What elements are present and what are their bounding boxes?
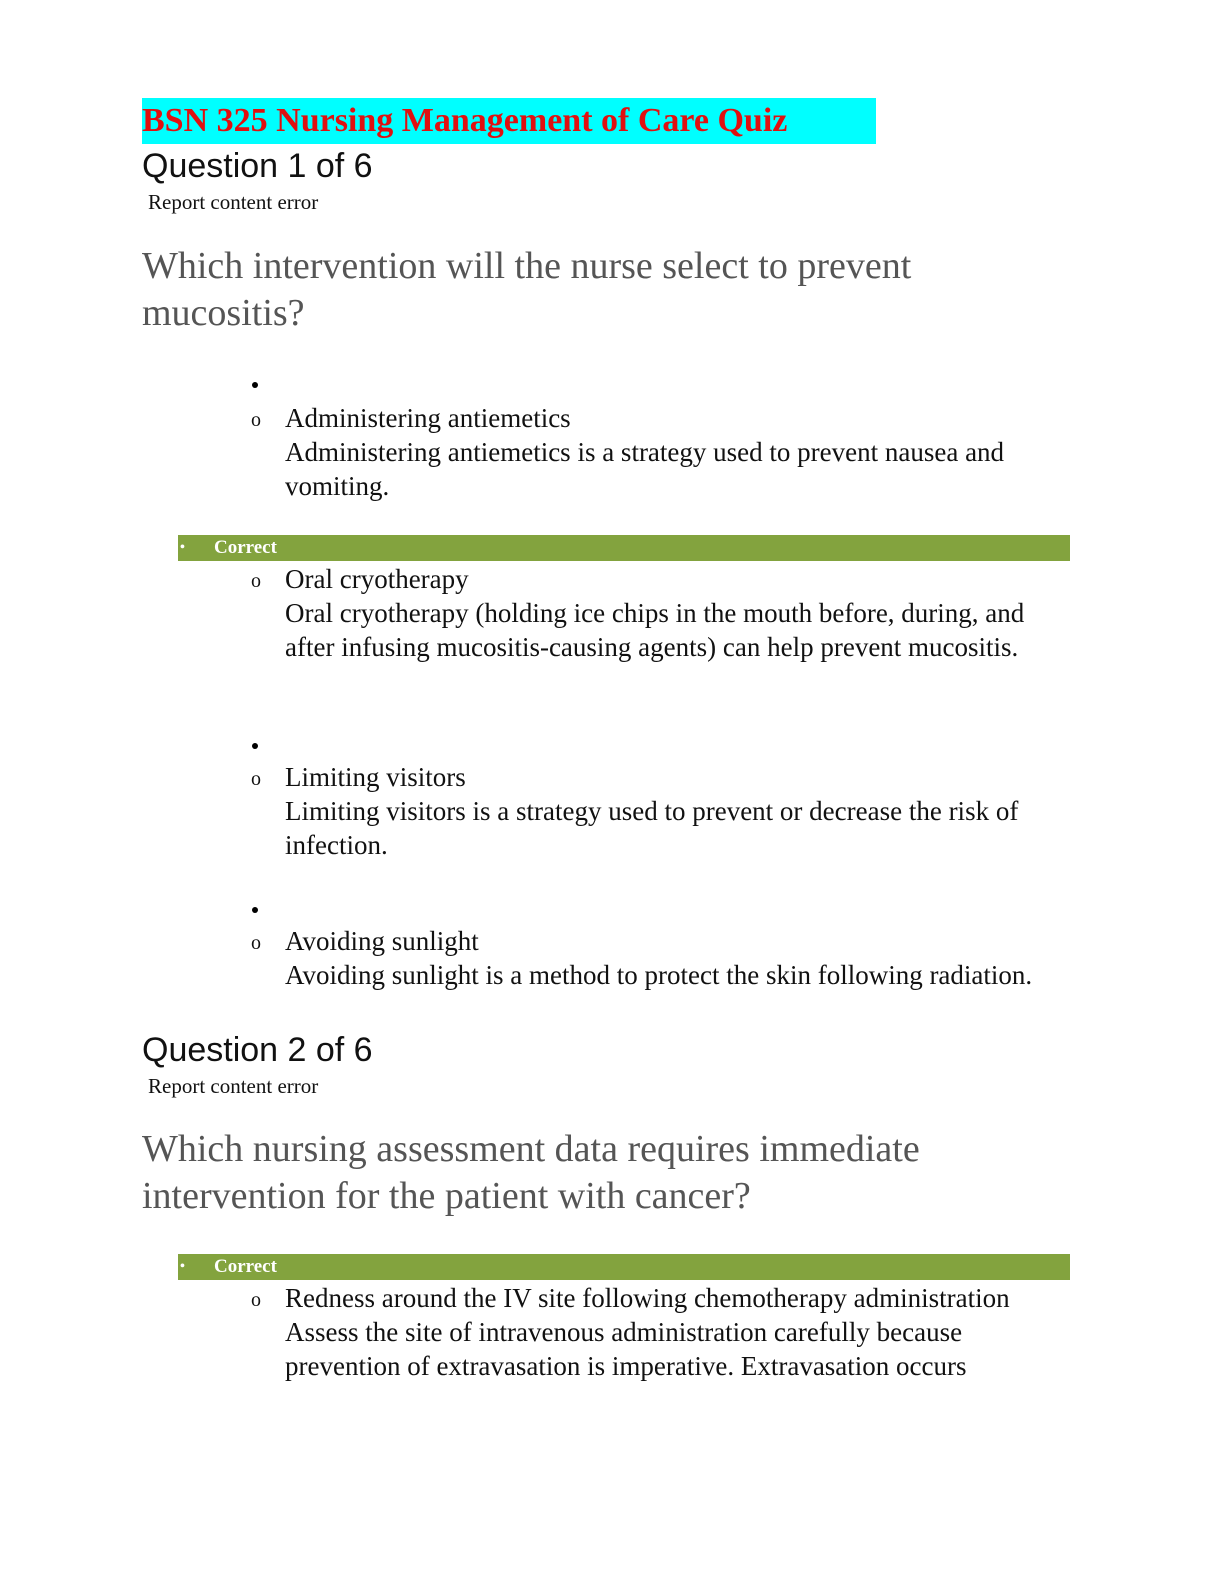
bullet-marker: [252, 907, 258, 913]
option-answer: Redness around the IV site following chemotherapy administration: [285, 1283, 1010, 1313]
correct-label: Correct: [214, 537, 277, 558]
option-avoiding-sunlight[interactable]: [285, 924, 1075, 992]
option-redness-iv-site[interactable]: [285, 1281, 1075, 1383]
option-administering-antiemetics[interactable]: [285, 401, 1075, 503]
sub-bullet-marker: o: [251, 1289, 261, 1311]
question-2-report-link[interactable]: Report content error: [148, 1074, 319, 1098]
option-explanation: Oral cryotherapy (holding ice chips in the mouth before, during, and after infusing mucositis-causing agents) can help prevent mucositis.: [285, 598, 1025, 662]
option-limiting-visitors[interactable]: [285, 760, 1075, 862]
sub-bullet-marker: o: [251, 932, 261, 954]
correct-label: Correct: [214, 1256, 277, 1277]
option-answer: Administering antiemetics: [285, 403, 571, 433]
option-explanation: Assess the site of intravenous administration carefully because prevention of extravasation is imperative. Extravasation occurs: [285, 1317, 967, 1381]
bullet-marker: [252, 382, 258, 388]
question-1-report-link[interactable]: Report content error: [148, 190, 319, 214]
option-oral-cryotherapy[interactable]: [285, 562, 1075, 664]
sub-bullet-marker: o: [251, 409, 261, 431]
option-explanation: Limiting visitors is a strategy used to prevent or decrease the risk of infection.: [285, 796, 1019, 860]
correct-badge-bar: [178, 1254, 1070, 1280]
correct-badge-bar: [178, 535, 1070, 561]
question-1-heading: Question 1 of 6: [142, 147, 373, 185]
option-explanation: Administering antiemetics is a strategy used to prevent nausea and vomiting.: [285, 437, 1005, 501]
option-answer: Limiting visitors: [285, 762, 466, 792]
question-1-text: Which intervention will the nurse select to prevent mucositis?: [142, 245, 912, 334]
option-answer: Avoiding sunlight: [285, 926, 479, 956]
sub-bullet-marker: o: [251, 570, 261, 592]
bullet-marker: •: [180, 1259, 185, 1274]
option-explanation: Avoiding sunlight is a method to protect the skin following radiation.: [285, 960, 1033, 990]
bullet-marker: [252, 743, 258, 749]
question-2-heading: Question 2 of 6: [142, 1031, 373, 1069]
option-answer: Oral cryotherapy: [285, 564, 469, 594]
bullet-marker: •: [180, 540, 185, 555]
document-title: BSN 325 Nursing Management of Care Quiz: [142, 98, 876, 144]
question-2-text: Which nursing assessment data requires immediate intervention for the patient with cancer?: [142, 1128, 920, 1217]
sub-bullet-marker: o: [251, 768, 261, 790]
